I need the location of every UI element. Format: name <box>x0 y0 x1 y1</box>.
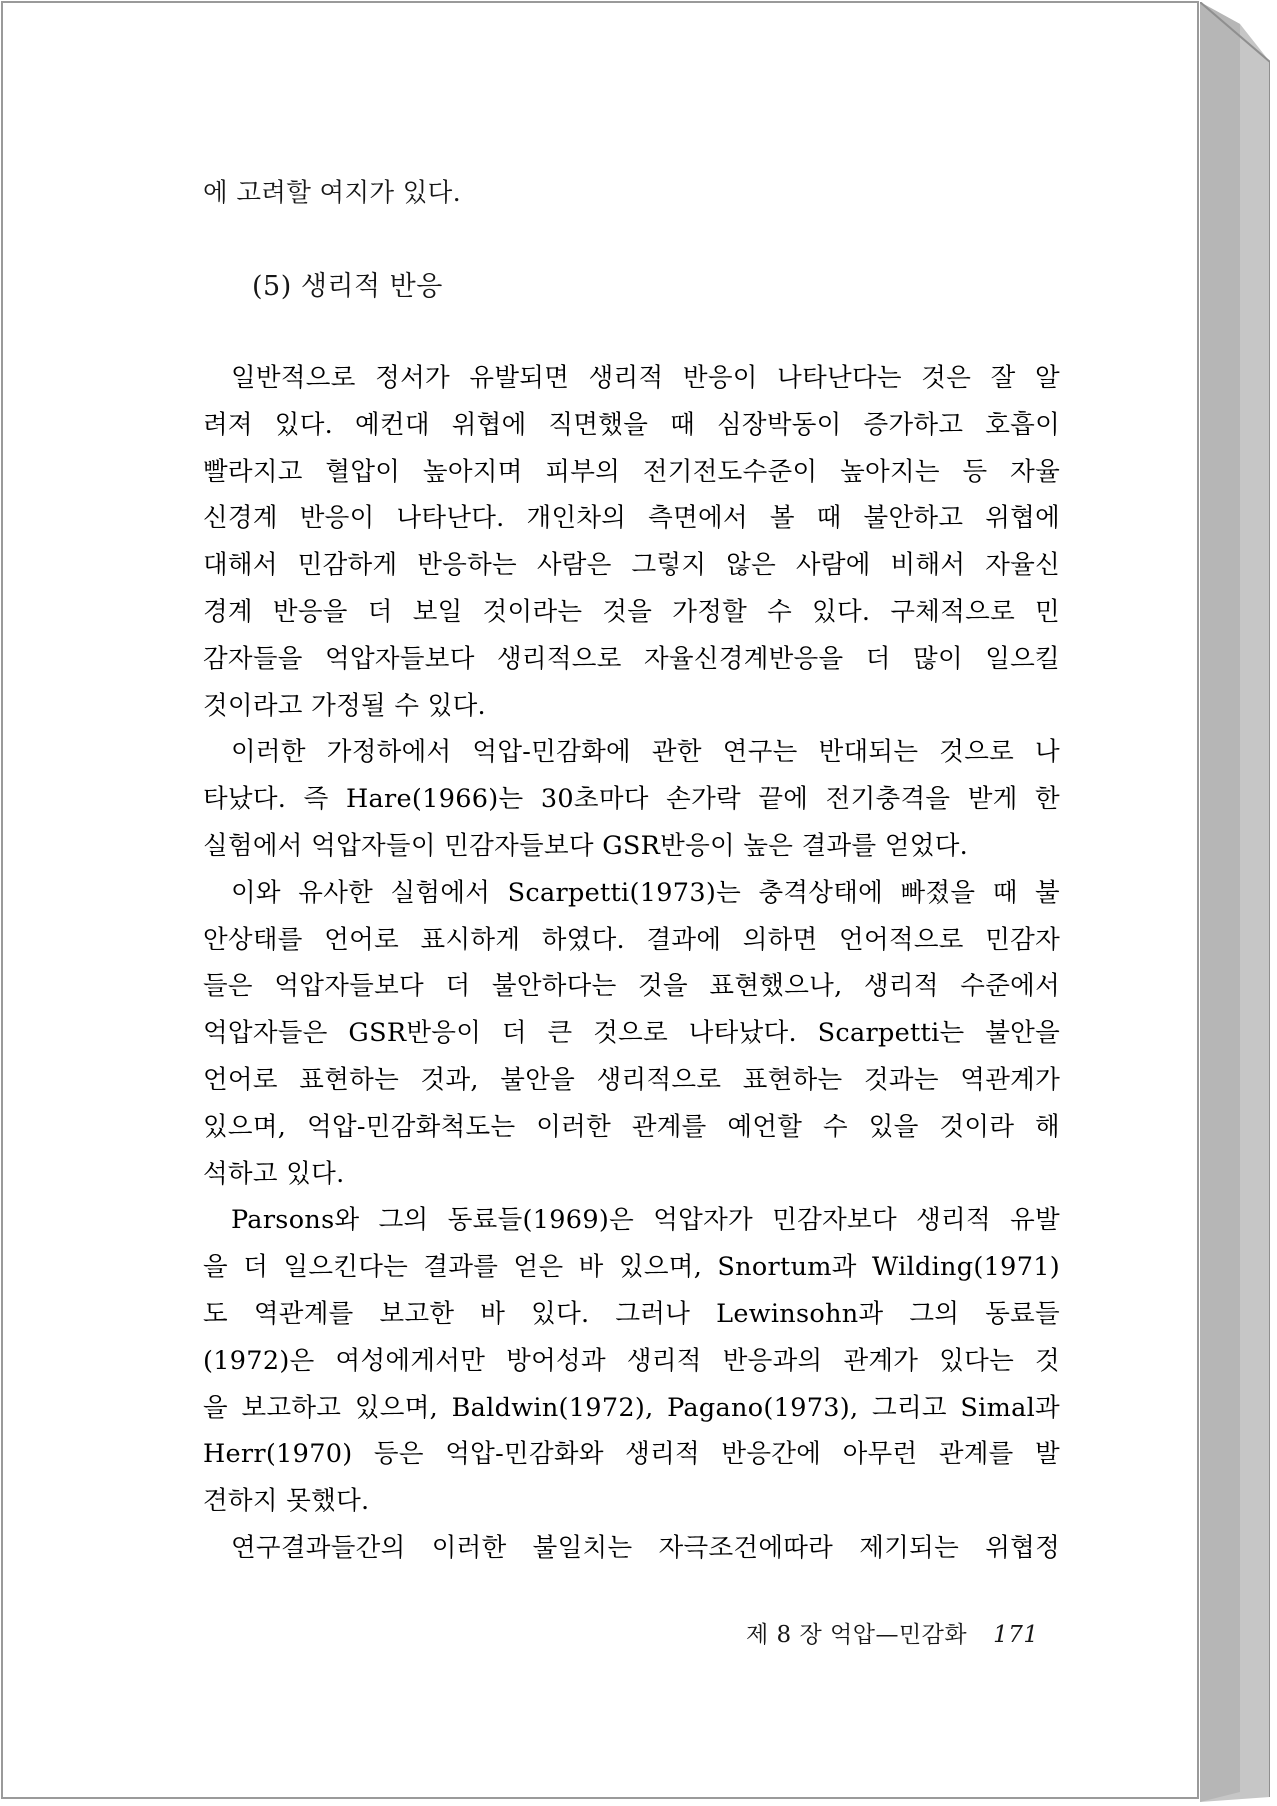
paragraph <box>203 729 1060 869</box>
paragraph <box>203 1525 1060 1572</box>
text-line: 석하고 있다. <box>203 1158 345 1189</box>
text-line: 것이라고 가정될 수 있다. <box>203 690 486 721</box>
text-line: 경계 반응을 더 보일 것이라는 것을 가정할 수 있다. 구체적으로 민 <box>203 596 1060 627</box>
text-line: 들은 억압자들보다 더 불안하다는 것을 표현했으나, 생리적 수준에서 <box>203 971 1060 1002</box>
text-line: 을 보고하고 있으며, Baldwin(1972), Pagano(1973), 그리고 Simal과 <box>203 1392 1060 1423</box>
text-line: 대해서 민감하게 반응하는 사람은 그렇지 않은 사람에 비해서 자율신 <box>203 550 1060 581</box>
text-line: 언어로 표현하는 것과, 불안을 생리적으로 표현하는 것과는 역관계가 <box>203 1064 1060 1095</box>
text-line: 이와 유사한 실험에서 Scarpetti(1973)는 충격상태에 빠졌을 때 불 <box>231 877 1060 908</box>
text-line: 을 더 일으킨다는 결과를 얻은 바 있으며, Snortum과 Wilding(1971) <box>203 1252 1060 1283</box>
text-line: Parsons와 그의 동료들(1969)은 억압자가 민감자보다 생리적 유발 <box>231 1205 1060 1236</box>
text-line: 실험에서 억압자들이 민감자들보다 GSR반응이 높은 결과를 얻었다. <box>203 830 969 861</box>
text-line: 안상태를 언어로 표시하게 하였다. 결과에 의하면 언어적으로 민감자 <box>203 924 1060 955</box>
chapter-title: 제 8 장 억압—민감화 <box>746 1622 968 1648</box>
running-footer <box>746 1618 1039 1652</box>
text-line: 있으며, 억압-민감화척도는 이러한 관계를 예언할 수 있을 것이라 해 <box>203 1111 1060 1142</box>
continued-line: 에 고려할 여지가 있다. <box>203 178 462 208</box>
paragraph <box>203 355 1060 729</box>
text-line: (1972)은 여성에게서만 방어성과 생리적 반응과의 관계가 있다는 것 <box>203 1345 1060 1376</box>
text-line: 이러한 가정하에서 억압-민감화에 관한 연구는 반대되는 것으로 나 <box>231 737 1060 768</box>
section-heading: (5) 생리적 반응 <box>252 271 443 302</box>
text-line: 견하지 못했다. <box>203 1486 370 1517</box>
page-stack-edge <box>1200 2 1270 1802</box>
text-line: 연구결과들간의 이러한 불일치는 자극조건에따라 제기되는 위협정 <box>231 1532 1060 1563</box>
text-line: 려져 있다. 예컨대 위협에 직면했을 때 심장박동이 증가하고 호흡이 <box>203 409 1060 440</box>
page-number: 171 <box>993 1622 1039 1648</box>
paragraph <box>203 870 1060 1198</box>
text-line: 빨라지고 혈압이 높아지며 피부의 전기전도수준이 높아지는 등 자율 <box>203 456 1060 487</box>
text-line: 일반적으로 정서가 유발되면 생리적 반응이 나타난다는 것은 잘 알 <box>231 363 1060 393</box>
body-text <box>203 355 1060 1572</box>
text-line: 억압자들은 GSR반응이 더 큰 것으로 나타났다. Scarpetti는 불안을 <box>203 1018 1060 1049</box>
paragraph <box>203 1197 1060 1525</box>
text-line: 타났다. 즉 Hare(1966)는 30초마다 손가락 끝에 전기충격을 받게 한 <box>203 784 1060 815</box>
text-line: Herr(1970) 등은 억압-민감화와 생리적 반응간에 아무런 관계를 발 <box>203 1439 1060 1470</box>
text-line: 도 역관계를 보고한 바 있다. 그러나 Lewinsohn과 그의 동료들 <box>203 1298 1060 1329</box>
text-line: 신경계 반응이 나타난다. 개인차의 측면에서 볼 때 불안하고 위협에 <box>203 503 1060 534</box>
text-line: 감자들을 억압자들보다 생리적으로 자율신경계반응을 더 많이 일으킬 <box>203 643 1060 674</box>
